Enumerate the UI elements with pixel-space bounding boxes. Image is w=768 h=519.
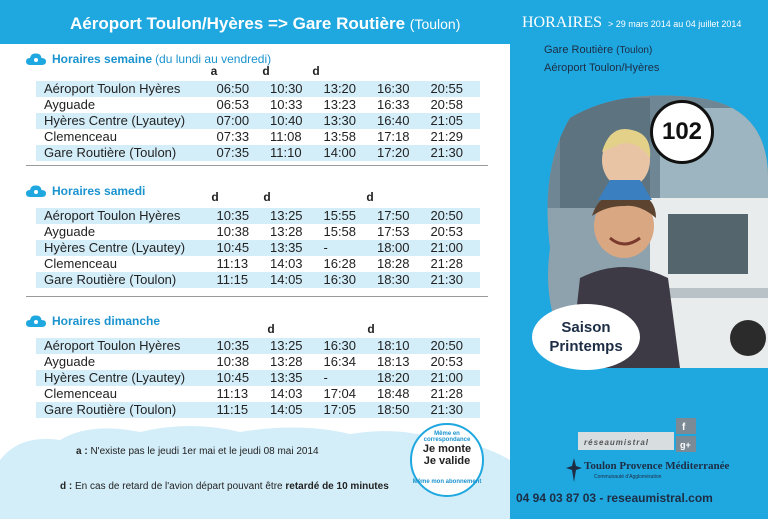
route-from-name: Gare Routière: [544, 44, 614, 56]
departure-time: 13:35: [266, 240, 319, 256]
route-title-sub: (Toulon): [409, 16, 461, 32]
departure-time: 21:00: [426, 370, 480, 386]
departure-time: 10:45: [213, 240, 266, 256]
departure-time: 14:00: [319, 145, 372, 161]
table-row: [36, 370, 480, 386]
departure-time: 11:10: [266, 145, 319, 161]
separator: -: [599, 491, 604, 505]
departure-time: 07:33: [213, 129, 266, 145]
table-semaine: [36, 81, 480, 161]
footnote-key: d :: [60, 481, 73, 492]
departure-time: 10:35: [213, 208, 266, 224]
cover-heading: HORAIRES: [522, 14, 603, 31]
departure-time: 10:35: [213, 338, 266, 354]
stop-name: Aéroport Toulon Hyères: [36, 338, 213, 354]
website: reseaumistral.com: [606, 491, 713, 505]
season-line: Printemps: [549, 338, 623, 355]
season-badge: [532, 304, 640, 370]
mark: a: [210, 64, 218, 78]
footnote-a: [76, 446, 319, 457]
departure-time: 18:20: [373, 370, 426, 386]
departure-time: 14:05: [266, 272, 319, 288]
table-row: [36, 224, 480, 240]
cloud-icon: [26, 315, 46, 328]
departure-time: 20:53: [426, 224, 480, 240]
stop-name: Gare Routière (Toulon): [36, 402, 213, 418]
section-label-semaine: [26, 52, 271, 66]
departure-time: 18:48: [373, 386, 426, 402]
departure-time: 17:05: [319, 402, 372, 418]
departure-time: 16:30: [319, 338, 372, 354]
stop-name: Ayguade: [36, 97, 213, 113]
departure-time: 17:50: [373, 208, 426, 224]
departure-time: 17:53: [373, 224, 426, 240]
table-row: [36, 240, 480, 256]
departure-time: 13:25: [266, 208, 319, 224]
table-row: [36, 256, 480, 272]
departure-time: 20:53: [426, 354, 480, 370]
stop-name: Clemenceau: [36, 256, 213, 272]
brand-bar: [578, 418, 698, 454]
departure-time: 16:28: [319, 256, 372, 272]
departure-time: 10:33: [266, 97, 319, 113]
brand-name: réseaumistral: [584, 438, 650, 447]
departure-time: 21:00: [426, 240, 480, 256]
validation-stamp: [410, 423, 484, 497]
departure-time: 13:20: [319, 81, 372, 97]
table-row: [36, 354, 480, 370]
table-samedi: [36, 208, 480, 288]
table-row: [36, 272, 480, 288]
svg-text:g+: g+: [680, 440, 691, 450]
departure-time: 11:15: [213, 272, 266, 288]
stop-name: Aéroport Toulon Hyères: [36, 208, 213, 224]
section-label-samedi: [26, 184, 145, 198]
departure-time: 16:30: [373, 81, 426, 97]
departure-time: 10:40: [266, 113, 319, 129]
departure-time: 16:40: [373, 113, 426, 129]
departure-time: 21:29: [426, 129, 480, 145]
departure-time: 21:28: [426, 386, 480, 402]
stamp-top-text: Même en correspondance: [423, 431, 471, 443]
departure-time: 21:30: [426, 272, 480, 288]
table-row: [36, 208, 480, 224]
section-title: Horaires semaine: [52, 52, 153, 66]
line-number: 102: [661, 118, 703, 145]
departure-time: 10:45: [213, 370, 266, 386]
cloud-icon: [26, 185, 46, 198]
mark: d: [312, 64, 320, 78]
mark: d: [263, 190, 271, 204]
mark: d: [211, 190, 219, 204]
footnote-key: a :: [76, 446, 88, 457]
mark: d: [262, 64, 270, 78]
departure-time: 17:20: [373, 145, 426, 161]
cloud-icon: [26, 53, 46, 66]
stamp-main-text: [412, 443, 482, 467]
section-title: Horaires samedi: [52, 184, 146, 198]
table-row: [36, 113, 480, 129]
section-label-dimanche: [26, 314, 160, 328]
tpm-emblem-icon: [566, 458, 582, 482]
route-from: [544, 44, 652, 56]
tpm-sub: Communauté d'Agglomération: [594, 474, 662, 480]
route-title: [70, 14, 460, 34]
table-row: [36, 97, 480, 113]
mark: d: [267, 322, 275, 336]
mark: d: [366, 190, 374, 204]
stop-name: Hyères Centre (Lyautey): [36, 113, 213, 129]
departure-time: 07:35: [213, 145, 266, 161]
departure-time: 07:00: [213, 113, 266, 129]
departure-time: -: [319, 370, 372, 386]
departure-time: -: [319, 240, 372, 256]
departure-time: 21:28: [426, 256, 480, 272]
departure-time: 21:30: [426, 402, 480, 418]
mark: d: [367, 322, 375, 336]
svg-text:f: f: [682, 422, 686, 433]
departure-time: 06:50: [213, 81, 266, 97]
footnote-bold: retardé de 10 minutes: [285, 481, 389, 492]
departure-time: 13:30: [319, 113, 372, 129]
departure-time: 20:50: [426, 338, 480, 354]
departure-time: 18:13: [373, 354, 426, 370]
stop-name: Hyères Centre (Lyautey): [36, 240, 213, 256]
departure-time: 16:30: [319, 272, 372, 288]
table-row: [36, 81, 480, 97]
route-to: Aéroport Toulon/Hyères: [544, 62, 660, 74]
line-number-badge: [650, 100, 714, 164]
departure-time: 11:13: [213, 386, 266, 402]
departure-time: 13:23: [319, 97, 372, 113]
departure-time: 15:58: [319, 224, 372, 240]
table-row: [36, 145, 480, 161]
stop-name: Aéroport Toulon Hyères: [36, 81, 213, 97]
departure-time: 17:04: [319, 386, 372, 402]
departure-time: 10:30: [266, 81, 319, 97]
season-line: Saison: [561, 319, 611, 336]
departure-time: 21:30: [426, 145, 480, 161]
departure-time: 13:28: [266, 224, 319, 240]
departure-time: 20:55: [426, 81, 480, 97]
departure-time: 16:34: [319, 354, 372, 370]
departure-time: 15:55: [319, 208, 372, 224]
table-row: [36, 338, 480, 354]
departure-time: 11:15: [213, 402, 266, 418]
table-row: [36, 129, 480, 145]
divider: [26, 165, 488, 166]
departure-time: 18:10: [373, 338, 426, 354]
brand-logo: [578, 418, 698, 454]
departure-time: 14:05: [266, 402, 319, 418]
stop-name: Clemenceau: [36, 386, 213, 402]
departure-time: 18:00: [373, 240, 426, 256]
departure-time: 21:05: [426, 113, 480, 129]
departure-time: 17:18: [373, 129, 426, 145]
departure-time: 14:03: [266, 386, 319, 402]
stop-name: Clemenceau: [36, 129, 213, 145]
table-dimanche: [36, 338, 480, 418]
tpm-name: Toulon Provence Méditerranée: [584, 460, 730, 472]
table-row: [36, 402, 480, 418]
departure-time: 13:35: [266, 370, 319, 386]
route-from-sub: (Toulon): [616, 45, 653, 56]
departure-time: 20:50: [426, 208, 480, 224]
table-row: [36, 386, 480, 402]
section-note: (du lundi au vendredi): [155, 52, 272, 66]
validity-dates: > 29 mars 2014 au 04 juillet 2014: [608, 19, 742, 29]
departure-time: 16:33: [373, 97, 426, 113]
cover-panel: [510, 0, 768, 519]
departure-time: 18:28: [373, 256, 426, 272]
stamp-line: Je monte: [422, 443, 472, 455]
stop-name: Gare Routière (Toulon): [36, 272, 213, 288]
departure-time: 13:28: [266, 354, 319, 370]
route-title-main: Aéroport Toulon/Hyères => Gare Routière: [70, 14, 406, 33]
departure-time: 13:58: [319, 129, 372, 145]
departure-time: 20:58: [426, 97, 480, 113]
departure-time: 10:38: [213, 354, 266, 370]
stamp-bottom-text: Même mon abonnement: [412, 479, 482, 485]
stop-name: Ayguade: [36, 224, 213, 240]
contact-line: [516, 491, 713, 505]
footnote-text: N'existe pas le jeudi 1er mai et le jeudi 08 mai 2014: [90, 446, 319, 457]
phone-number: 04 94 03 87 03: [516, 491, 597, 505]
departure-time: 14:03: [266, 256, 319, 272]
stop-name: Ayguade: [36, 354, 213, 370]
departure-time: 13:25: [266, 338, 319, 354]
departure-time: 06:53: [213, 97, 266, 113]
departure-time: 18:30: [373, 272, 426, 288]
stop-name: Hyères Centre (Lyautey): [36, 370, 213, 386]
departure-time: 10:38: [213, 224, 266, 240]
departure-time: 11:08: [266, 129, 319, 145]
stamp-line: Je valide: [423, 455, 471, 467]
departure-time: 11:13: [213, 256, 266, 272]
stop-name: Gare Routière (Toulon): [36, 145, 213, 161]
departure-time: 18:50: [373, 402, 426, 418]
section-title: Horaires dimanche: [52, 314, 161, 328]
footnote-text: En cas de retard de l'avion départ pouvant être: [75, 481, 283, 492]
footnote-d: [60, 481, 389, 492]
divider: [26, 296, 488, 297]
